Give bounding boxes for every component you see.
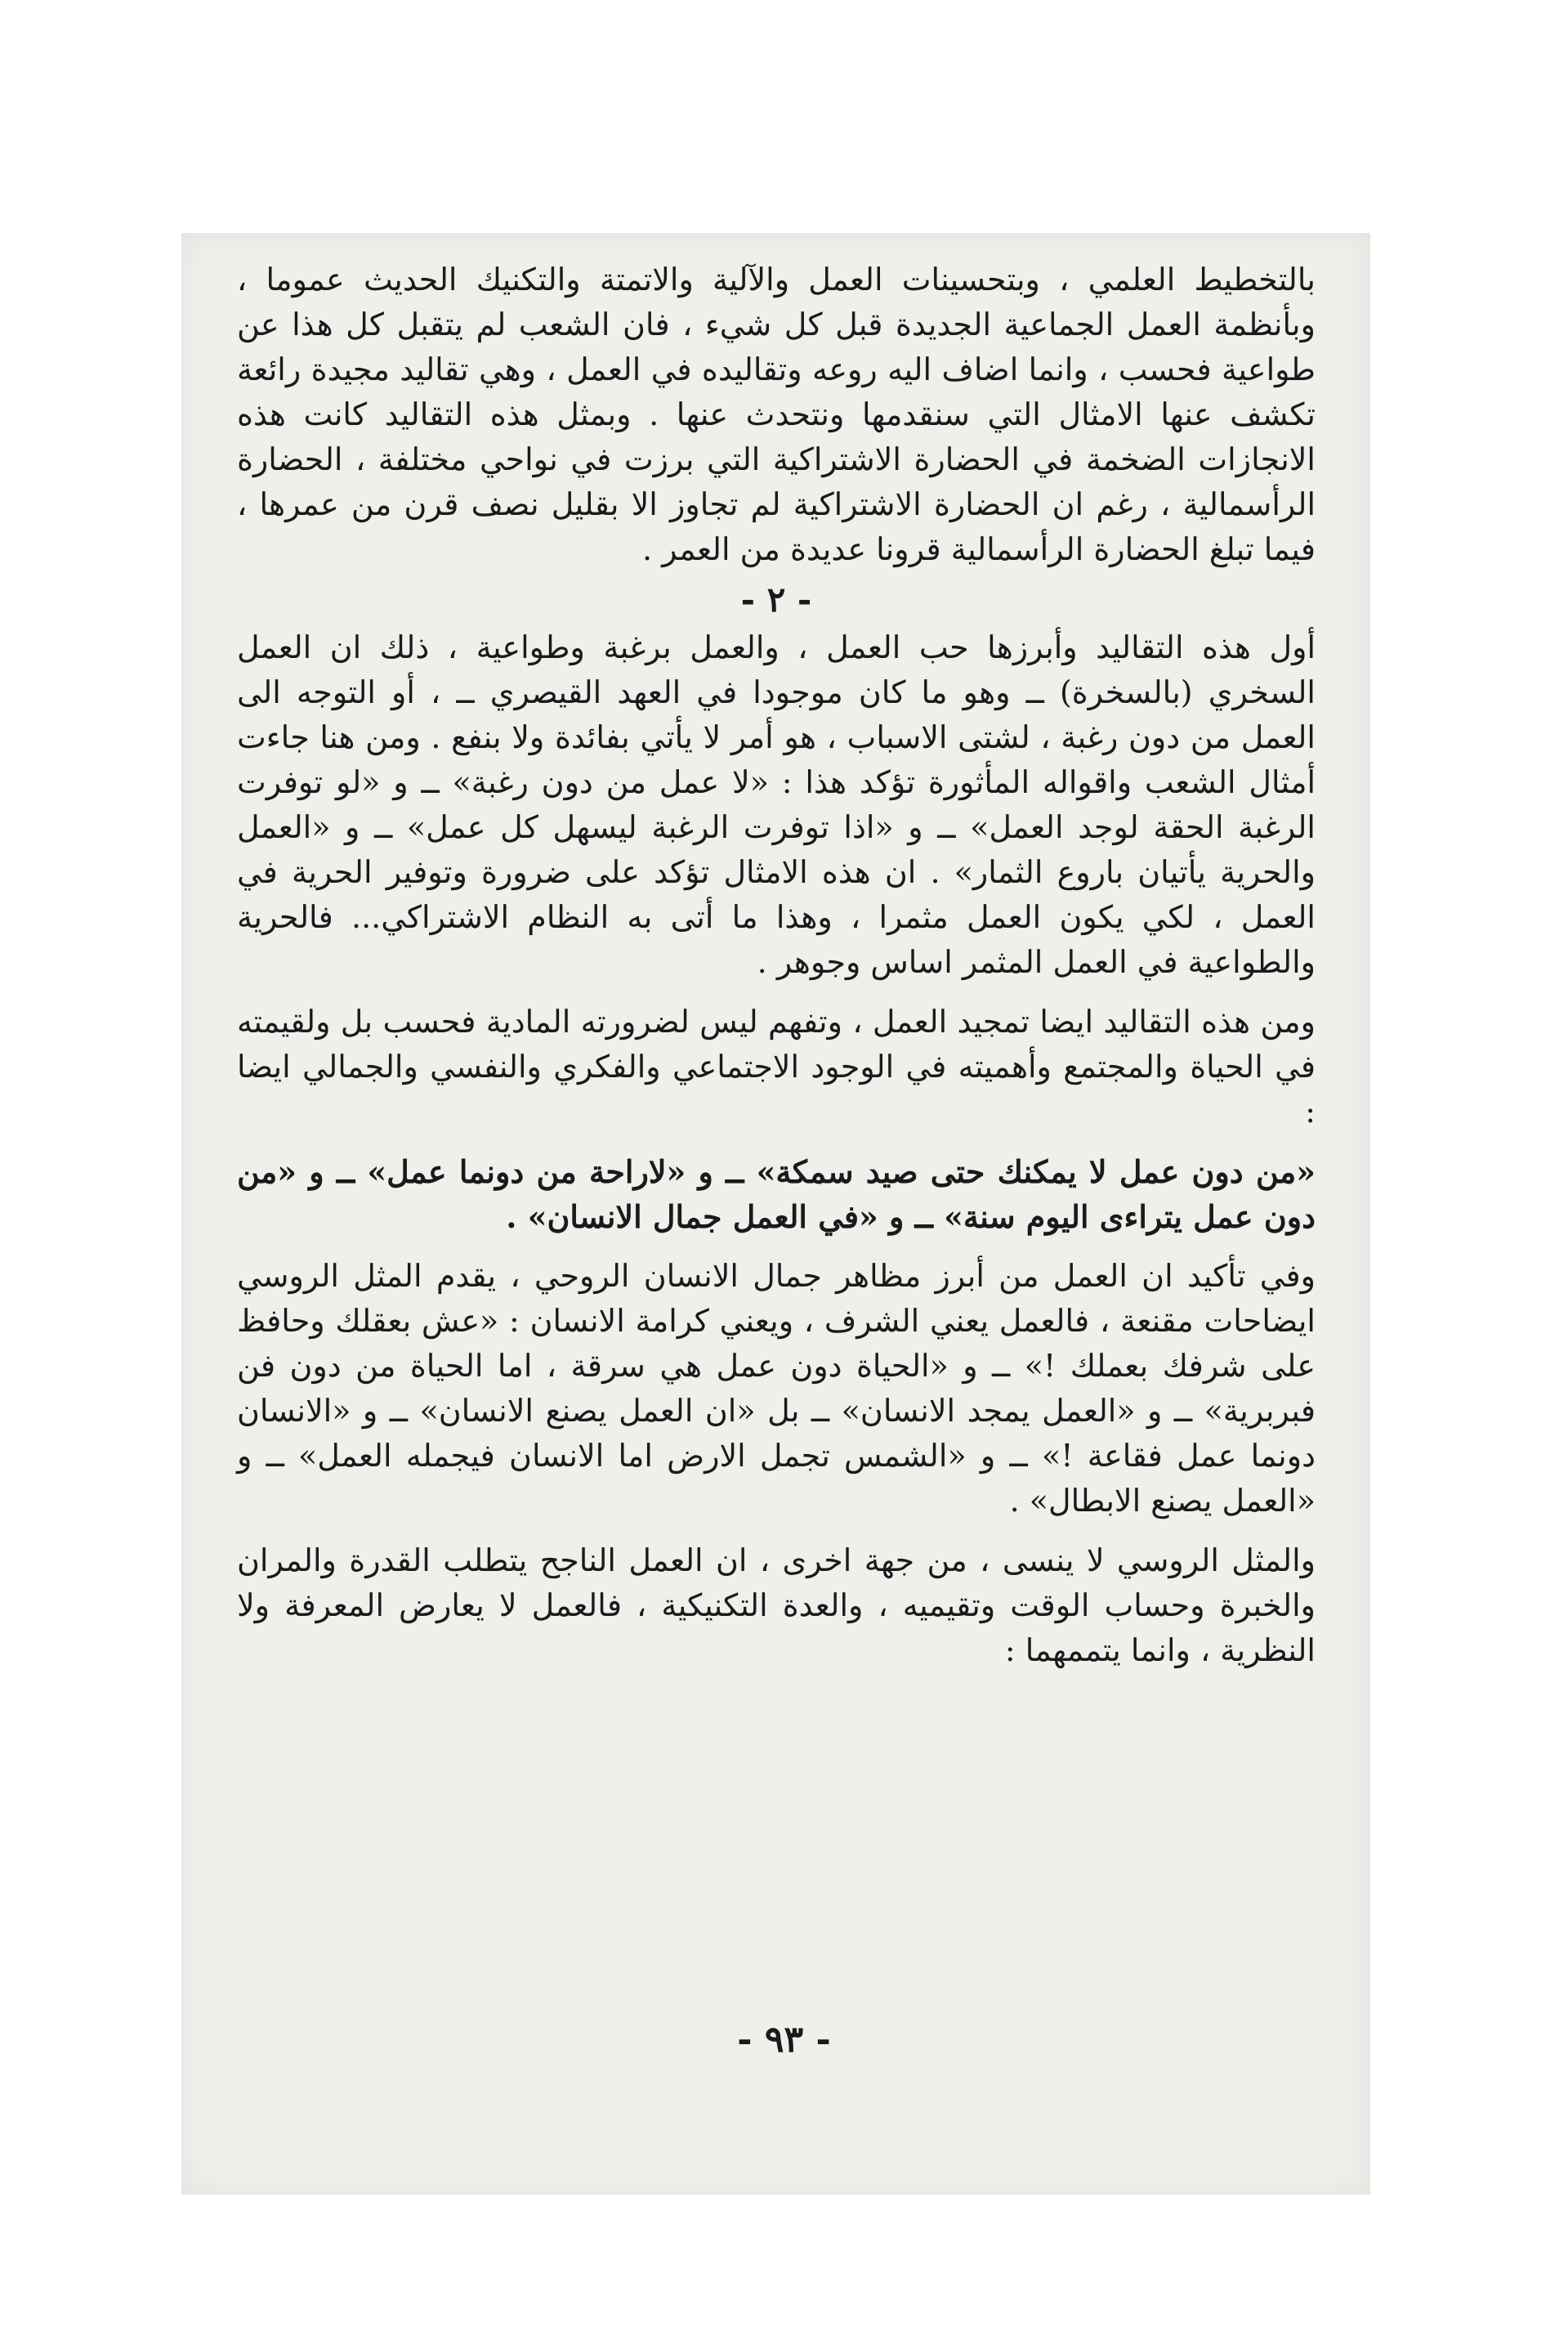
paragraph-6: والمثل الروسي لا ينسى ، من جهة اخرى ، ان العمل الناجح يتطلب القدرة والمران والخبرة وحساب الوقت وتقيميه ، والعدة التكنيكية ، فالعمل لا يعارض المعرفة ولا النظرية ، وانما يتممهما :: [237, 1542, 1316, 1668]
paragraph-1: بالتخطيط العلمي ، وبتحسينات العمل والآلية والاتمتة والتكنيك الحديث عموما ، وبأنظمة العمل الجماعية الجديدة قبل كل شيء ، فان الشعب لم يتقبل كل هذا عن طواعية فحسب ، وانما اضاف اليه روعه وتقاليده في العمل ، وهي تقاليد مجيدة رائعة تكشف عنها الامثال التي سنقدمها ونتحدث عنها . وبمثل هذه التقاليد كانت هذه الانجازات الضخمة في الحضارة الاشتراكية التي برزت في نواحي مختلفة ، الحضارة الرأسمالية ، رغم ان الحضارة الاشتراكية لم تجاوز الا بقليل نصف قرن من عمرها ، فيما تبلغ الحضارة الرأسمالية قرونا عديدة من العمر .: [237, 262, 1316, 567]
page-number: - ٩٣ -: [737, 2019, 831, 2061]
proverbs-paragraph: «من دون عمل لا يمكنك حتى صيد سمكة» ــ و «لاراحة من دونما عمل» ــ و «من دون عمل يتراءى اليوم سنة» ــ و «في العمل جمال الانسان» .: [237, 1153, 1316, 1235]
paragraph-2: أول هذه التقاليد وأبرزها حب العمل ، والعمل برغبة وطواعية ، ذلك ان العمل السخري (بالسخرة) ــ وهو ما كان موجودا في العهد القيصري ــ ، أو التوجه الى العمل من دون رغبة ، لشتى الاسباب ، هو أمر لا يأتي بفائدة ولا بنفع . ومن هنا جاءت أمثال الشعب واقواله المأثورة تؤكد هذا : «لا عمل من دون رغبة» ــ و «لو توفرت الرغبة الحقة لوجد العمل» ــ و «اذا توفرت الرغبة ليسهل كل عمل» ــ و «العمل والحرية يأتيان باروع الثمار» . ان هذه الامثال تؤكد على ضرورة وتوفير الحرية في العمل ، لكي يكون العمل مثمرا ، وهذا ما أتى به النظام الاشتراكي... فالحرية والطواعية في العمل المثمر اساس وجوهر .: [237, 629, 1316, 980]
paragraph-5: وفي تأكيد ان العمل من أبرز مظاهر جمال الانسان الروحي ، يقدم المثل الروسي ايضاحات مقنعة ، فالعمل يعني الشرف ، ويعني كرامة الانسان : «عش بعقلك وحافظ على شرفك بعملك !» ــ و «الحياة دون عمل هي سرقة ، اما الحياة من دون فن فبربرية» ــ و «العمل يمجد الانسان» ــ بل «ان العمل يصنع الانسان» ــ و «الانسان دونما عمل فقاعة !» ــ و «الشمس تجمل الارض اما الانسان فيجمله العمل» ــ و «العمل يصنع الابطال» .: [237, 1258, 1316, 1519]
body-text: [237, 257, 1316, 1673]
paragraph-3: ومن هذه التقاليد ايضا تمجيد العمل ، وتفهم ليس لضرورته المادية فحسب بل ولقيمته في الحياة والمجتمع وأهميته في الوجود الاجتماعي والفكري والنفسي والجمالي ايضا :: [237, 1004, 1316, 1130]
section-number: - ٢ -: [740, 580, 812, 620]
